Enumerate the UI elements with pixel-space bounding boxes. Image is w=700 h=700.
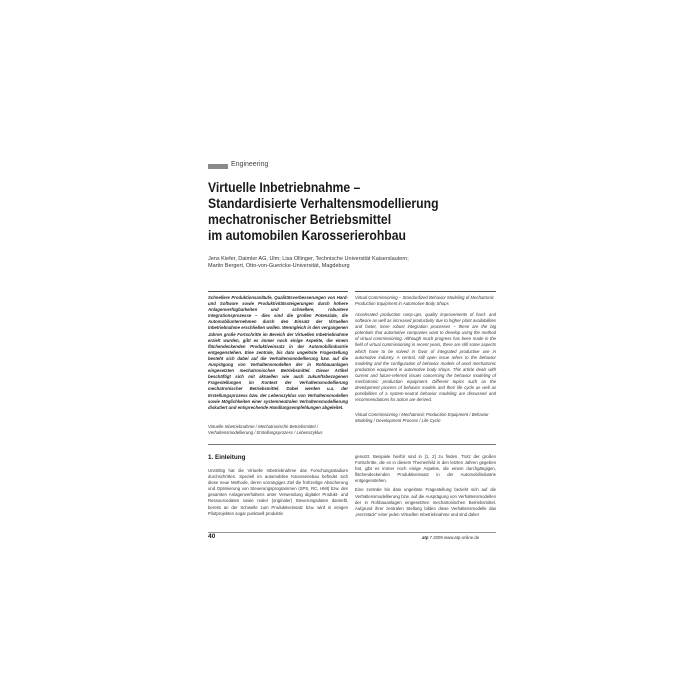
article-title xyxy=(208,180,466,244)
body-text-left: Unstrittig hat die Virtuelle Inbetriebnahme das Forschungsstadium durchschritten. Speziell im automobilen Karosseriebau befindet sich diese neue Methode, deren vorrangiges Ziel die frühzeitige Absicherung und Optimierung von Steuerungsprogrammen (SPS, RC, HMI) bzw. des gesamten Anlagenverhaltens unter Verwendung digitaler Produkt- und Ressourcedaten sowie realer (originaler) Steuerungsdaten darstellt, bereits an der Schwelle zum Produktiveinsatz bzw. wird in einigen Pilotprojekten sogar punktuell produktiv xyxy=(208,468,348,516)
keywords-german: Virtuelle Inbetriebnahme / Mechatronische Betriebsmittel / Verhaltensmodellierung / Erstellungsprozess / Lebenszyklus xyxy=(208,424,323,436)
author-line: Jens Kiefer, Daimler AG, Ulm; Lisa Ollinger, Technische Universität Kaiserslautern; xyxy=(208,256,409,262)
section-heading: 1. Einleitung xyxy=(208,454,246,461)
abstract-english: Accelerated production ramp-ups, quality improvements of hard- and software as well as increased productivity due to higher plant availabilities and faster, more robust integration processes – these are the big potentials that automotive companies want to develop using the method of virtual commissioning. Although much progress has been made in the field of virtual commissioning in recent years, there are still some aspects which have to be solved in favor of integrated productive use in automotive industry. A central, still open issue refers to the behavior modeling and the configuration of behavior models of used mechatronic production equipment in automotive body shops. This article deals with current and future-referred issues concerning the behavior modeling of mechatronic production equipment. Different topics such as the development process of behavior models and their life cycle as well as possibilities of a system-neutral behavior modeling are discussed and recommendations for action are derived. xyxy=(355,312,496,403)
author-line: Martin Bergert, Otto-von-Guericke-Universität, Magdeburg xyxy=(208,263,350,270)
abstract-divider xyxy=(355,291,496,292)
abstract-german: Schnellere Produktionsanläufe, Qualitätsverbesserungen von Hard- und Software sowie Produktivitätssteigerungen durch höhere Anlagenverfügbarkeiten und schnellere, robustere Integrationsprozesse – dies sind die großen Potenziale, die Automobilunternehmen durch den Einsatz der Virtuellen Inbetriebnahme erschließen wollen. Wenngleich in den vergangenen Jahren große Fortschritte im Bereich der Virtuellen Inbetriebnahme erzielt wurden, gibt es immer noch einige Aspekte, die einem flächendeckenden Produktiveinsatz in der Automobilindustrie entgegenstehen. Eine zentrale, bis dato ungelöste Fragestellung besteht sich dabei auf die Verhaltensmodellierung bzw. auf die Ausprägung von Verhaltensmodellen der in Rohbauanlagen eingesetzten mechatronischen Betriebsmittel. Dieser Artikel beschäftigt sich mit aktuellen wie auch zukunftsbezogenen Fragestellungen im Kontext der Verhaltensmodellierung mechatronischer Betriebsmittel. Dabei werden u.a. der Erstellungsprozess bzw. der Lebenszyklus von Verhaltensmodellen sowie Möglichkeiten einer systemneutralen Verhaltensmodellierung diskutiert und entsprechende Handlungsempfehlungen abgeleitet. xyxy=(208,295,348,410)
journal-name: atp xyxy=(422,535,429,540)
body-paragraph: genutzt. Beispiele hierfür sind in [1, 2] zu finden. Trotz der großen Fortschritte, die es in diesem Themenfeld in den letzten Jahren gegeben hat, gibt es immer noch einige Aspekte, die einem durchgängigen, flächendeckenden Produktiveinsatz in der Automobilindustrie entgegenstehen. xyxy=(355,454,496,484)
title-line: Standardisierte Verhaltensmodellierung xyxy=(208,196,439,212)
title-line: mechatronischer Betriebsmittel xyxy=(208,212,392,228)
journal-url[interactable]: www.atp-online.de xyxy=(444,535,480,540)
body-text-right xyxy=(355,454,496,521)
author-list xyxy=(208,256,508,270)
page-number: 40 xyxy=(208,533,216,540)
title-line: Virtuelle Inbetriebnahme – xyxy=(208,180,361,196)
section-marker-bar xyxy=(208,164,228,169)
abstract-english-title: Virtual Commissioning – Standardized Behavior Modeling of Mechatronic Production Equipment in Automotive Body Shops xyxy=(355,295,494,307)
footer-divider xyxy=(208,532,496,533)
body-paragraph: Eine zentrale bis dato ungelöste Fragestellung bezieht sich auf die Verhaltensmodellierung bzw. auf die Ausprägung von Verhaltensmodellen der in Rohbauanlagen eingesetzten mechatronischen Betriebsmittel. Aufgrund ihrer zentralen Stellung bilden diese Verhaltensmodelle das „Herzstück" einer jeden Virtuellen Inbetriebnahme und sind daher xyxy=(355,487,496,517)
title-line: im automobilen Karosserierohbau xyxy=(208,228,406,244)
journal-info xyxy=(422,535,479,540)
section-divider xyxy=(208,444,496,445)
keywords-english: Virtual Commissioning / Mechatronic Production Equipment / Behavior Modeling / Development Process / Life Cycle xyxy=(355,412,489,424)
abstract-divider xyxy=(208,291,348,292)
section-label: Engineering xyxy=(231,161,269,168)
journal-issue: 7.2009 xyxy=(429,535,443,540)
